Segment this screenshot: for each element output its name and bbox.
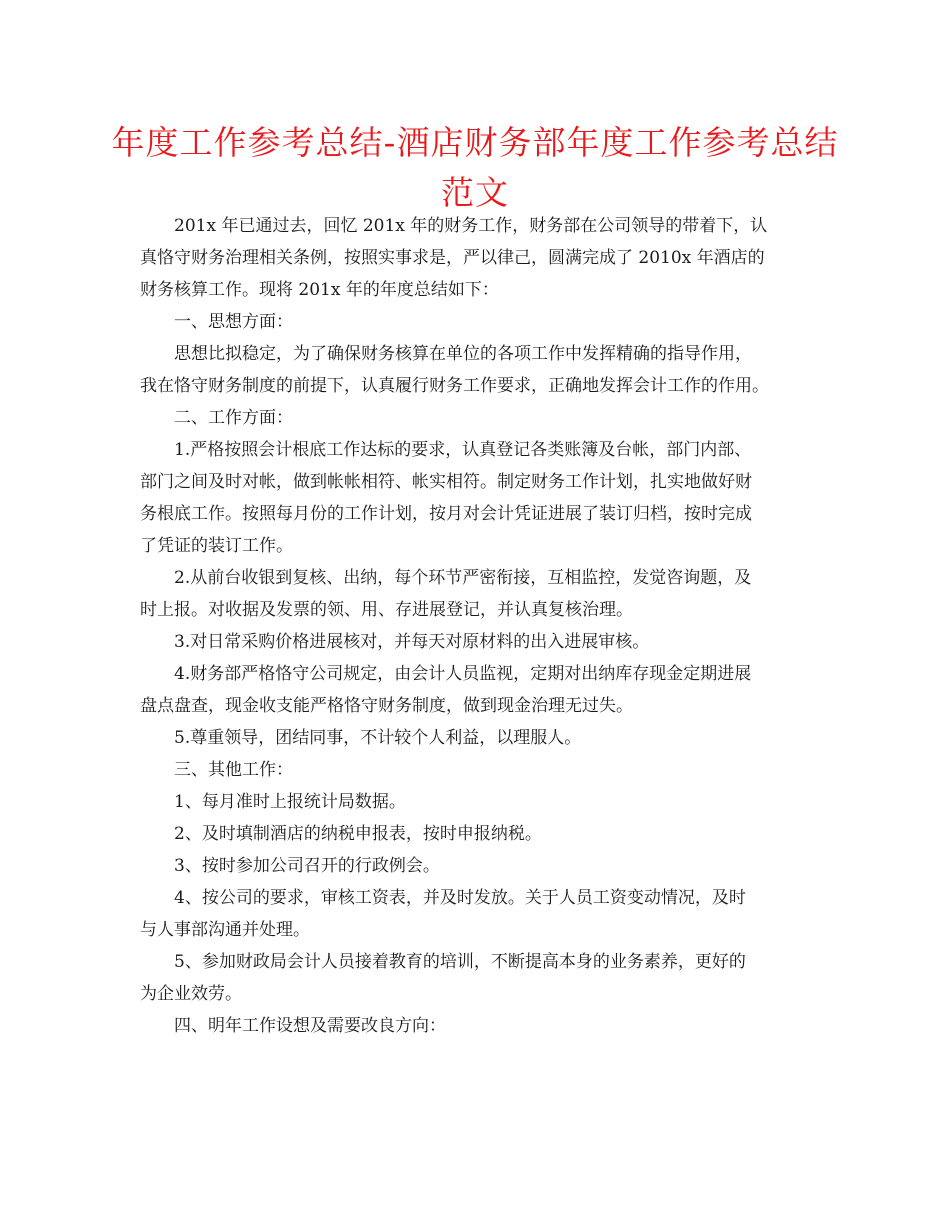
paragraph — [140, 306, 818, 338]
paragraph — [140, 402, 818, 434]
paragraph — [140, 434, 818, 562]
paragraph — [140, 210, 818, 306]
paragraph-line: 5.尊重领导，团结同事，不计较个人利益，以理服人。 — [174, 728, 582, 748]
paragraph — [140, 562, 818, 626]
paragraph-line: 财务核算工作。现将 201x 年的年度总结如下： — [140, 280, 499, 300]
title-line-2: 范文 — [441, 173, 509, 212]
paragraph — [140, 722, 818, 754]
paragraph-line: 201x 年已通过去，回忆 201x 年的财务工作，财务部在公司领导的带着下，认 — [174, 216, 768, 236]
paragraph-line: 2.从前台收银到复核、出纳，每个环节严密衔接，互相监控，发觉咨询题，及 — [174, 568, 752, 588]
paragraph — [140, 882, 818, 946]
paragraph — [140, 754, 818, 786]
paragraph-line: 二、工作方面： — [174, 408, 293, 428]
paragraph — [140, 946, 818, 1010]
paragraph — [140, 1010, 818, 1042]
paragraph — [140, 338, 818, 402]
paragraph-line: 真恪守财务治理相关条例，按照实事求是，严以律己，圆满完成了 2010x 年酒店的 — [140, 248, 765, 268]
paragraph-line: 2、及时填制酒店的纳税申报表，按时申报纳税。 — [174, 824, 542, 844]
paragraph-line: 4、按公司的要求，审核工资表，并及时发放。关于人员工资变动情况，及时 — [174, 888, 746, 908]
paragraph-line: 我在恪守财务制度的前提下，认真履行财务工作要求，正确地发挥会计工作的作用。 — [140, 376, 769, 396]
paragraph-line: 3、按时参加公司召开的行政例会。 — [174, 856, 440, 876]
paragraph — [140, 786, 818, 818]
title-line-1: 年度工作参考总结-酒店财务部年度工作参考总结 — [111, 123, 839, 162]
paragraph-line: 为企业效劳。 — [140, 984, 242, 1004]
paragraph-line: 四、明年工作设想及需要改良方向： — [174, 1016, 446, 1036]
paragraph — [140, 658, 818, 722]
paragraph-line: 与人事部沟通并处理。 — [140, 920, 310, 940]
paragraph-line: 4.财务部严格恪守公司规定，由会计人员监视，定期对出纳库存现金定期进展 — [174, 664, 752, 684]
paragraph-line: 时上报。对收据及发票的领、用、存进展登记，并认真复核治理。 — [140, 600, 633, 620]
paragraph-line: 三、其他工作： — [174, 760, 293, 780]
paragraph-line: 1.严格按照会计根底工作达标的要求，认真登记各类账簿及台帐，部门内部、 — [174, 440, 752, 460]
paragraph-line: 了凭证的装订工作。 — [140, 536, 293, 556]
paragraph-line: 1、每月准时上报统计局数据。 — [174, 792, 406, 812]
paragraph-line: 思想比拟稳定，为了确保财务核算在单位的各项工作中发挥精确的指导作用， — [174, 344, 752, 364]
paragraph-line: 3.对日常采购价格进展核对，并每天对原材料的出入进展审核。 — [174, 632, 650, 652]
paragraph — [140, 626, 818, 658]
paragraph-line: 盘点盘查，现金收支能严格恪守财务制度，做到现金治理无过失。 — [140, 696, 633, 716]
paragraph-line: 务根底工作。按照每月份的工作计划，按月对会计凭证进展了装订归档，按时完成 — [140, 504, 752, 524]
paragraph-line: 部门之间及时对帐，做到帐帐相符、帐实相符。制定财务工作计划，扎实地做好财 — [140, 472, 752, 492]
document-title — [0, 118, 950, 218]
document-body — [140, 210, 818, 1042]
paragraph — [140, 818, 818, 850]
paragraph — [140, 850, 818, 882]
paragraph-line: 5、参加财政局会计人员接着教育的培训，不断提高本身的业务素养，更好的 — [174, 952, 746, 972]
paragraph-line: 一、思想方面： — [174, 312, 293, 332]
